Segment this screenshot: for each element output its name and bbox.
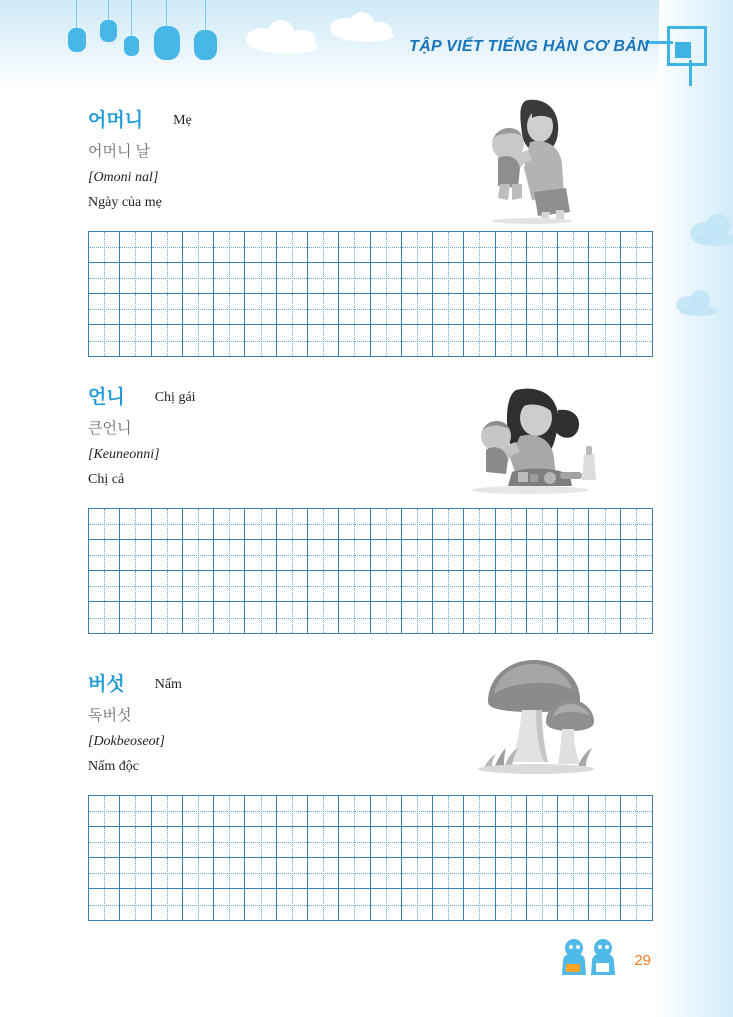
writing-cell[interactable] [589, 602, 620, 633]
writing-cell[interactable] [433, 571, 464, 602]
writing-cell[interactable] [402, 858, 433, 889]
writing-cell[interactable] [339, 325, 370, 356]
writing-cell[interactable] [152, 509, 183, 540]
writing-cell[interactable] [371, 540, 402, 571]
writing-cell[interactable] [89, 889, 120, 920]
writing-cell[interactable] [402, 827, 433, 858]
writing-cell[interactable] [120, 827, 151, 858]
writing-cell[interactable] [183, 827, 214, 858]
mushrooms-illustration [470, 650, 598, 780]
writing-cell[interactable] [339, 602, 370, 633]
writing-cell[interactable] [371, 509, 402, 540]
writing-cell[interactable] [496, 509, 527, 540]
writing-cell[interactable] [558, 294, 589, 325]
writing-cell[interactable] [152, 325, 183, 356]
writing-cell[interactable] [89, 509, 120, 540]
writing-cell[interactable] [152, 232, 183, 263]
writing-cell[interactable] [589, 889, 620, 920]
korean-phrase: 큰언니 [88, 420, 132, 437]
writing-cell[interactable] [89, 796, 120, 827]
writing-cell[interactable] [89, 540, 120, 571]
writing-cell[interactable] [527, 540, 558, 571]
writing-cell[interactable] [245, 325, 276, 356]
writing-cell[interactable] [214, 827, 245, 858]
writing-cell[interactable] [245, 858, 276, 889]
writing-cell[interactable] [589, 294, 620, 325]
writing-grid-1[interactable] [88, 231, 653, 357]
writing-cell[interactable] [120, 325, 151, 356]
writing-cell[interactable] [214, 325, 245, 356]
writing-cell[interactable] [496, 796, 527, 827]
writing-cell[interactable] [464, 858, 495, 889]
writing-cell[interactable] [120, 858, 151, 889]
writing-cell[interactable] [183, 602, 214, 633]
writing-cell[interactable] [402, 571, 433, 602]
writing-cell[interactable] [89, 602, 120, 633]
writing-cell[interactable] [433, 602, 464, 633]
writing-cell[interactable] [152, 571, 183, 602]
writing-cell[interactable] [308, 294, 339, 325]
writing-cell[interactable] [621, 827, 652, 858]
writing-cell[interactable] [214, 571, 245, 602]
writing-cell[interactable] [214, 796, 245, 827]
writing-cell[interactable] [527, 325, 558, 356]
korean-phrase: 독버섯 [88, 707, 132, 724]
writing-cell[interactable] [339, 858, 370, 889]
writing-cell[interactable] [496, 571, 527, 602]
writing-cell[interactable] [527, 232, 558, 263]
writing-cell[interactable] [183, 325, 214, 356]
writing-cell[interactable] [621, 858, 652, 889]
writing-cell[interactable] [558, 232, 589, 263]
writing-cell[interactable] [308, 796, 339, 827]
writing-cell[interactable] [496, 602, 527, 633]
writing-cell[interactable] [589, 263, 620, 294]
writing-cell[interactable] [371, 294, 402, 325]
vietnamese-meaning: Chị cả [88, 472, 125, 487]
writing-cell[interactable] [558, 540, 589, 571]
writing-cell[interactable] [277, 571, 308, 602]
writing-cell[interactable] [589, 796, 620, 827]
writing-cell[interactable] [152, 858, 183, 889]
writing-cell[interactable] [183, 232, 214, 263]
writing-cell[interactable] [214, 540, 245, 571]
writing-cell[interactable] [464, 602, 495, 633]
writing-cell[interactable] [402, 263, 433, 294]
vietnamese-gloss: Chị gái [154, 390, 196, 405]
writing-cell[interactable] [245, 602, 276, 633]
writing-cell[interactable] [527, 602, 558, 633]
writing-cell[interactable] [339, 827, 370, 858]
writing-cell[interactable] [277, 294, 308, 325]
writing-cell[interactable] [496, 263, 527, 294]
writing-cell[interactable] [402, 540, 433, 571]
writing-cell[interactable] [527, 294, 558, 325]
writing-cell[interactable] [277, 509, 308, 540]
writing-cell[interactable] [402, 602, 433, 633]
writing-cell[interactable] [433, 325, 464, 356]
writing-cell[interactable] [402, 325, 433, 356]
writing-cell[interactable] [308, 325, 339, 356]
writing-cell[interactable] [371, 571, 402, 602]
writing-cell[interactable] [308, 602, 339, 633]
writing-cell[interactable] [308, 827, 339, 858]
writing-cell[interactable] [621, 325, 652, 356]
vietnamese-meaning: Ngày của mẹ [88, 195, 162, 210]
writing-cell[interactable] [464, 796, 495, 827]
writing-cell[interactable] [558, 889, 589, 920]
page-title: TẬP VIẾT TIẾNG HÀN CƠ BẢN [409, 38, 649, 55]
writing-cell[interactable] [558, 509, 589, 540]
writing-cell[interactable] [527, 796, 558, 827]
writing-cell[interactable] [339, 232, 370, 263]
writing-cell[interactable] [371, 796, 402, 827]
writing-cell[interactable] [89, 827, 120, 858]
writing-cell[interactable] [214, 602, 245, 633]
writing-cell[interactable] [527, 827, 558, 858]
writing-cell[interactable] [245, 796, 276, 827]
writing-cell[interactable] [621, 796, 652, 827]
writing-cell[interactable] [277, 232, 308, 263]
writing-cell[interactable] [464, 325, 495, 356]
writing-cell[interactable] [245, 294, 276, 325]
writing-cell[interactable] [277, 325, 308, 356]
writing-grid-2[interactable] [88, 508, 653, 634]
writing-cell[interactable] [120, 294, 151, 325]
writing-cell[interactable] [589, 325, 620, 356]
writing-cell[interactable] [214, 889, 245, 920]
writing-cell[interactable] [433, 827, 464, 858]
writing-cell[interactable] [214, 232, 245, 263]
writing-cell[interactable] [402, 232, 433, 263]
writing-cell[interactable] [464, 540, 495, 571]
writing-cell[interactable] [527, 571, 558, 602]
writing-cell[interactable] [621, 571, 652, 602]
writing-cell[interactable] [496, 294, 527, 325]
writing-cell[interactable] [89, 263, 120, 294]
romanization: [Omoni nal] [88, 170, 159, 185]
writing-cell[interactable] [464, 509, 495, 540]
writing-cell[interactable] [433, 263, 464, 294]
writing-cell[interactable] [558, 827, 589, 858]
writing-cell[interactable] [277, 540, 308, 571]
vietnamese-gloss: Nấm [154, 677, 182, 692]
writing-cell[interactable] [464, 827, 495, 858]
writing-cell[interactable] [371, 232, 402, 263]
writing-cell[interactable] [120, 796, 151, 827]
writing-cell[interactable] [433, 509, 464, 540]
writing-cell[interactable] [245, 232, 276, 263]
korean-word: 언니 [88, 387, 125, 408]
right-gradient-band [659, 0, 733, 1017]
korean-word: 버섯 [88, 674, 125, 695]
writing-cell[interactable] [621, 263, 652, 294]
writing-cell[interactable] [120, 232, 151, 263]
writing-cell[interactable] [308, 858, 339, 889]
writing-cell[interactable] [120, 509, 151, 540]
writing-cell[interactable] [183, 889, 214, 920]
writing-cell[interactable] [496, 858, 527, 889]
writing-cell[interactable] [402, 509, 433, 540]
writing-cell[interactable] [277, 796, 308, 827]
writing-cell[interactable] [183, 858, 214, 889]
writing-cell[interactable] [621, 602, 652, 633]
writing-cell[interactable] [558, 796, 589, 827]
writing-cell[interactable] [464, 263, 495, 294]
writing-cell[interactable] [308, 509, 339, 540]
writing-cell[interactable] [89, 294, 120, 325]
writing-cell[interactable] [589, 509, 620, 540]
romanization: [Dokbeoseot] [88, 734, 165, 749]
writing-cell[interactable] [621, 232, 652, 263]
writing-cell[interactable] [558, 858, 589, 889]
writing-cell[interactable] [589, 232, 620, 263]
writing-cell[interactable] [214, 294, 245, 325]
writing-cell[interactable] [339, 263, 370, 294]
writing-cell[interactable] [464, 571, 495, 602]
writing-cell[interactable] [245, 540, 276, 571]
writing-cell[interactable] [277, 263, 308, 294]
writing-cell[interactable] [433, 796, 464, 827]
korean-phrase: 어머니 날 [88, 143, 151, 160]
writing-cell[interactable] [120, 540, 151, 571]
writing-cell[interactable] [527, 858, 558, 889]
writing-cell[interactable] [152, 540, 183, 571]
writing-cell[interactable] [496, 889, 527, 920]
writing-cell[interactable] [339, 540, 370, 571]
writing-cell[interactable] [464, 889, 495, 920]
writing-cell[interactable] [183, 509, 214, 540]
writing-cell[interactable] [433, 858, 464, 889]
writing-cell[interactable] [245, 827, 276, 858]
writing-cell[interactable] [339, 889, 370, 920]
writing-cell[interactable] [120, 571, 151, 602]
writing-cell[interactable] [433, 889, 464, 920]
writing-cell[interactable] [621, 509, 652, 540]
page-number: 29 [634, 952, 651, 969]
writing-cell[interactable] [152, 827, 183, 858]
writing-cell[interactable] [371, 263, 402, 294]
writing-cell[interactable] [496, 540, 527, 571]
writing-cell[interactable] [183, 540, 214, 571]
mother-holding-child-illustration [472, 88, 584, 224]
writing-grid-3[interactable] [88, 795, 653, 921]
writing-cell[interactable] [371, 858, 402, 889]
writing-cell[interactable] [402, 889, 433, 920]
writing-cell[interactable] [245, 509, 276, 540]
writing-cell[interactable] [621, 889, 652, 920]
writing-cell[interactable] [558, 325, 589, 356]
writing-cell[interactable] [496, 232, 527, 263]
writing-cell[interactable] [589, 858, 620, 889]
writing-cell[interactable] [214, 509, 245, 540]
writing-cell[interactable] [152, 602, 183, 633]
writing-cell[interactable] [308, 571, 339, 602]
writing-cell[interactable] [245, 263, 276, 294]
writing-cell[interactable] [402, 796, 433, 827]
writing-cell[interactable] [245, 889, 276, 920]
writing-cell[interactable] [120, 602, 151, 633]
writing-cell[interactable] [558, 263, 589, 294]
writing-cell[interactable] [308, 232, 339, 263]
writing-cell[interactable] [496, 827, 527, 858]
writing-cell[interactable] [464, 232, 495, 263]
writing-cell[interactable] [339, 509, 370, 540]
writing-cell[interactable] [120, 889, 151, 920]
writing-cell[interactable] [527, 509, 558, 540]
writing-cell[interactable] [558, 571, 589, 602]
two-children-mascot [555, 937, 625, 979]
writing-cell[interactable] [183, 796, 214, 827]
writing-cell[interactable] [277, 858, 308, 889]
writing-cell[interactable] [308, 889, 339, 920]
writing-cell[interactable] [183, 294, 214, 325]
writing-cell[interactable] [496, 325, 527, 356]
writing-cell[interactable] [308, 540, 339, 571]
writing-cell[interactable] [402, 294, 433, 325]
writing-cell[interactable] [245, 571, 276, 602]
writing-cell[interactable] [183, 263, 214, 294]
writing-cell[interactable] [277, 827, 308, 858]
writing-cell[interactable] [339, 571, 370, 602]
writing-cell[interactable] [589, 540, 620, 571]
writing-cell[interactable] [89, 858, 120, 889]
writing-cell[interactable] [371, 827, 402, 858]
writing-cell[interactable] [120, 263, 151, 294]
writing-cell[interactable] [621, 294, 652, 325]
writing-cell[interactable] [339, 796, 370, 827]
korean-word: 어머니 [88, 110, 144, 131]
writing-cell[interactable] [558, 602, 589, 633]
writing-cell[interactable] [339, 294, 370, 325]
writing-cell[interactable] [152, 294, 183, 325]
writing-cell[interactable] [433, 232, 464, 263]
writing-cell[interactable] [89, 325, 120, 356]
writing-cell[interactable] [308, 263, 339, 294]
writing-cell[interactable] [214, 263, 245, 294]
writing-cell[interactable] [371, 602, 402, 633]
writing-cell[interactable] [464, 294, 495, 325]
writing-cell[interactable] [589, 827, 620, 858]
writing-cell[interactable] [589, 571, 620, 602]
writing-cell[interactable] [371, 325, 402, 356]
writing-cell[interactable] [89, 571, 120, 602]
vietnamese-gloss: Mẹ [173, 113, 192, 128]
writing-cell[interactable] [527, 889, 558, 920]
vietnamese-meaning: Nấm độc [88, 759, 139, 774]
writing-cell[interactable] [152, 889, 183, 920]
writing-cell[interactable] [152, 796, 183, 827]
writing-cell[interactable] [527, 263, 558, 294]
writing-cell[interactable] [214, 858, 245, 889]
writing-cell[interactable] [277, 889, 308, 920]
writing-cell[interactable] [621, 540, 652, 571]
writing-cell[interactable] [277, 602, 308, 633]
older-sister-hugging-baby-illustration [458, 374, 600, 498]
writing-cell[interactable] [433, 294, 464, 325]
writing-cell[interactable] [89, 232, 120, 263]
writing-cell[interactable] [433, 540, 464, 571]
writing-cell[interactable] [183, 571, 214, 602]
romanization: [Keuneonni] [88, 447, 160, 462]
writing-cell[interactable] [152, 263, 183, 294]
writing-cell[interactable] [371, 889, 402, 920]
